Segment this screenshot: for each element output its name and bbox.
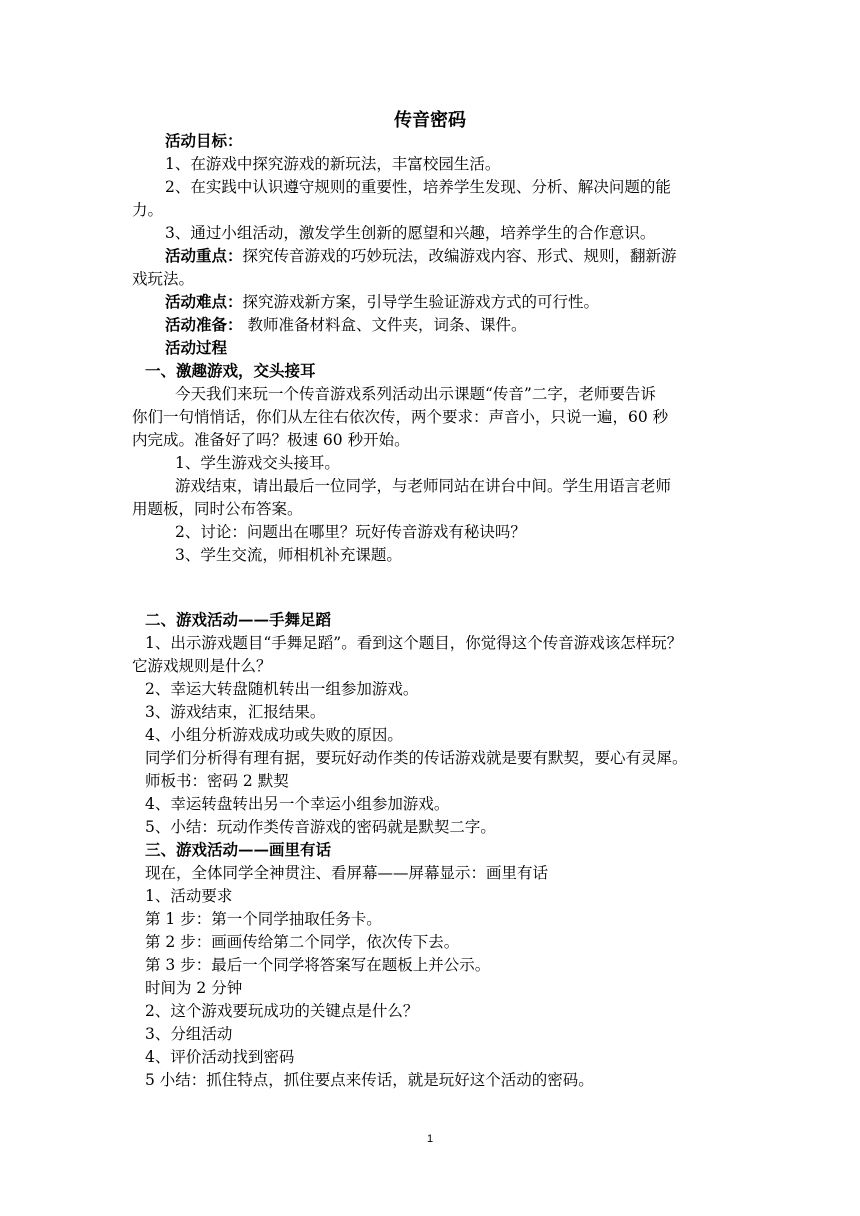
difficulty-text: 探究游戏新方案，引导学生验证游戏方式的可行性。 — [242, 293, 600, 311]
difficulty-label: 活动难点： — [165, 292, 243, 311]
goal-1: 1、在游戏中探究游戏的新玩法，丰富校园生活。 — [165, 155, 501, 173]
goal-3: 3、通过小组活动，激发学生创新的愿望和兴趣，培养学生的合作意识。 — [165, 224, 656, 242]
preparation — [165, 314, 526, 336]
s1-paragraph-2: 游戏结束，请出最后一位同学，与老师同站在讲台中间。学生用语言老师 — [175, 477, 672, 495]
section-1-heading: 一、激趣游戏，交头接耳 — [145, 361, 316, 380]
s3-item-2: 2、这个游戏要玩成功的关键点是什么？ — [145, 1002, 419, 1020]
s2-paragraph: 同学们分析得有理有据，要玩好动作类的传话游戏就是要有默契，要心有灵犀。 — [145, 749, 688, 767]
document-title: 传音密码 — [394, 110, 466, 131]
s3-step-3: 第 3 步：最后一个同学将答案写在题板上并公示。 — [145, 956, 491, 974]
key-point-cont: 戏玩法。 — [132, 270, 195, 288]
difficulty — [165, 291, 599, 313]
process-heading: 活动过程 — [165, 338, 228, 357]
s1-item-1: 1、学生游戏交头接耳。 — [175, 454, 340, 472]
s2-item-4: 4、小组分析游戏成功或失败的原因。 — [145, 726, 403, 744]
s1-item-2: 2、讨论：问题出在哪里？玩好传音游戏有秘诀吗？ — [175, 523, 526, 541]
s2-item-2: 2、幸运大转盘随机转出一组参加游戏。 — [145, 680, 419, 698]
page-number: 1 — [426, 1133, 434, 1145]
s2-item-6: 5、小结：玩动作类传音游戏的密码就是默契二字。 — [145, 818, 496, 836]
goal-2-cont: 力。 — [132, 201, 164, 219]
key-point-label: 活动重点： — [165, 246, 243, 265]
s2-item-3: 3、游戏结束，汇报结果。 — [145, 703, 326, 721]
s2-board: 师板书：密码 2 默契 — [145, 772, 289, 790]
key-point-text: 探究传音游戏的巧妙玩法，改编游戏内容、形式、规则，翻新游 — [242, 247, 677, 265]
s2-item-1: 1、出示游戏题目“手舞足蹈”。看到这个题目，你觉得这个传音游戏该怎样玩？ — [145, 634, 683, 652]
s3-time: 时间为 2 分钟 — [145, 979, 243, 997]
preparation-label: 活动准备： — [165, 315, 243, 334]
goal-2: 2、在实践中认识遵守规则的重要性，培养学生发现、分析、解决问题的能 — [165, 178, 671, 196]
s3-item-1: 1、活动要求 — [145, 887, 233, 905]
section-3-heading: 三、游戏活动——画里有话 — [145, 840, 332, 859]
s3-item-3: 3、分组活动 — [145, 1025, 233, 1043]
s2-item-5: 4、幸运转盘转出另一个幸运小组参加游戏。 — [145, 795, 450, 813]
s3-paragraph: 现在，全体同学全神贯注、看屏幕——屏幕显示：画里有话 — [145, 864, 549, 882]
s2-item-1-cont: 它游戏规则是什么？ — [132, 657, 272, 675]
s1-item-3: 3、学生交流，师相机补充课题。 — [175, 546, 402, 564]
preparation-text: 教师准备材料盒、文件夹，词条、课件。 — [242, 316, 527, 334]
s1-paragraph-2-cont: 用题板，同时公布答案。 — [132, 500, 303, 518]
s3-item-4: 4、评价活动找到密码 — [145, 1048, 295, 1066]
s3-step-1: 第 1 步：第一个同学抽取任务卡。 — [145, 910, 382, 928]
s1-paragraph-1-cont: 你们一句悄悄话，你们从左往右依次传，两个要求：声音小，只说一遍，60 秒 — [132, 408, 669, 426]
s1-paragraph-1-cont2: 内完成。准备好了吗？极速 60 秒开始。 — [132, 431, 410, 449]
s3-item-5: 5 小结：抓住特点，抓住要点来传话，就是玩好这个活动的密码。 — [145, 1071, 594, 1089]
section-2-heading: 二、游戏活动——手舞足蹈 — [145, 610, 332, 629]
goals-heading: 活动目标： — [165, 131, 243, 150]
s1-paragraph-1: 今天我们来玩一个传音游戏系列活动出示课题“传音”二字，老师要告诉 — [175, 385, 656, 403]
key-point — [165, 245, 677, 267]
s3-step-2: 第 2 步：画画传给第二个同学，依次传下去。 — [145, 933, 460, 951]
